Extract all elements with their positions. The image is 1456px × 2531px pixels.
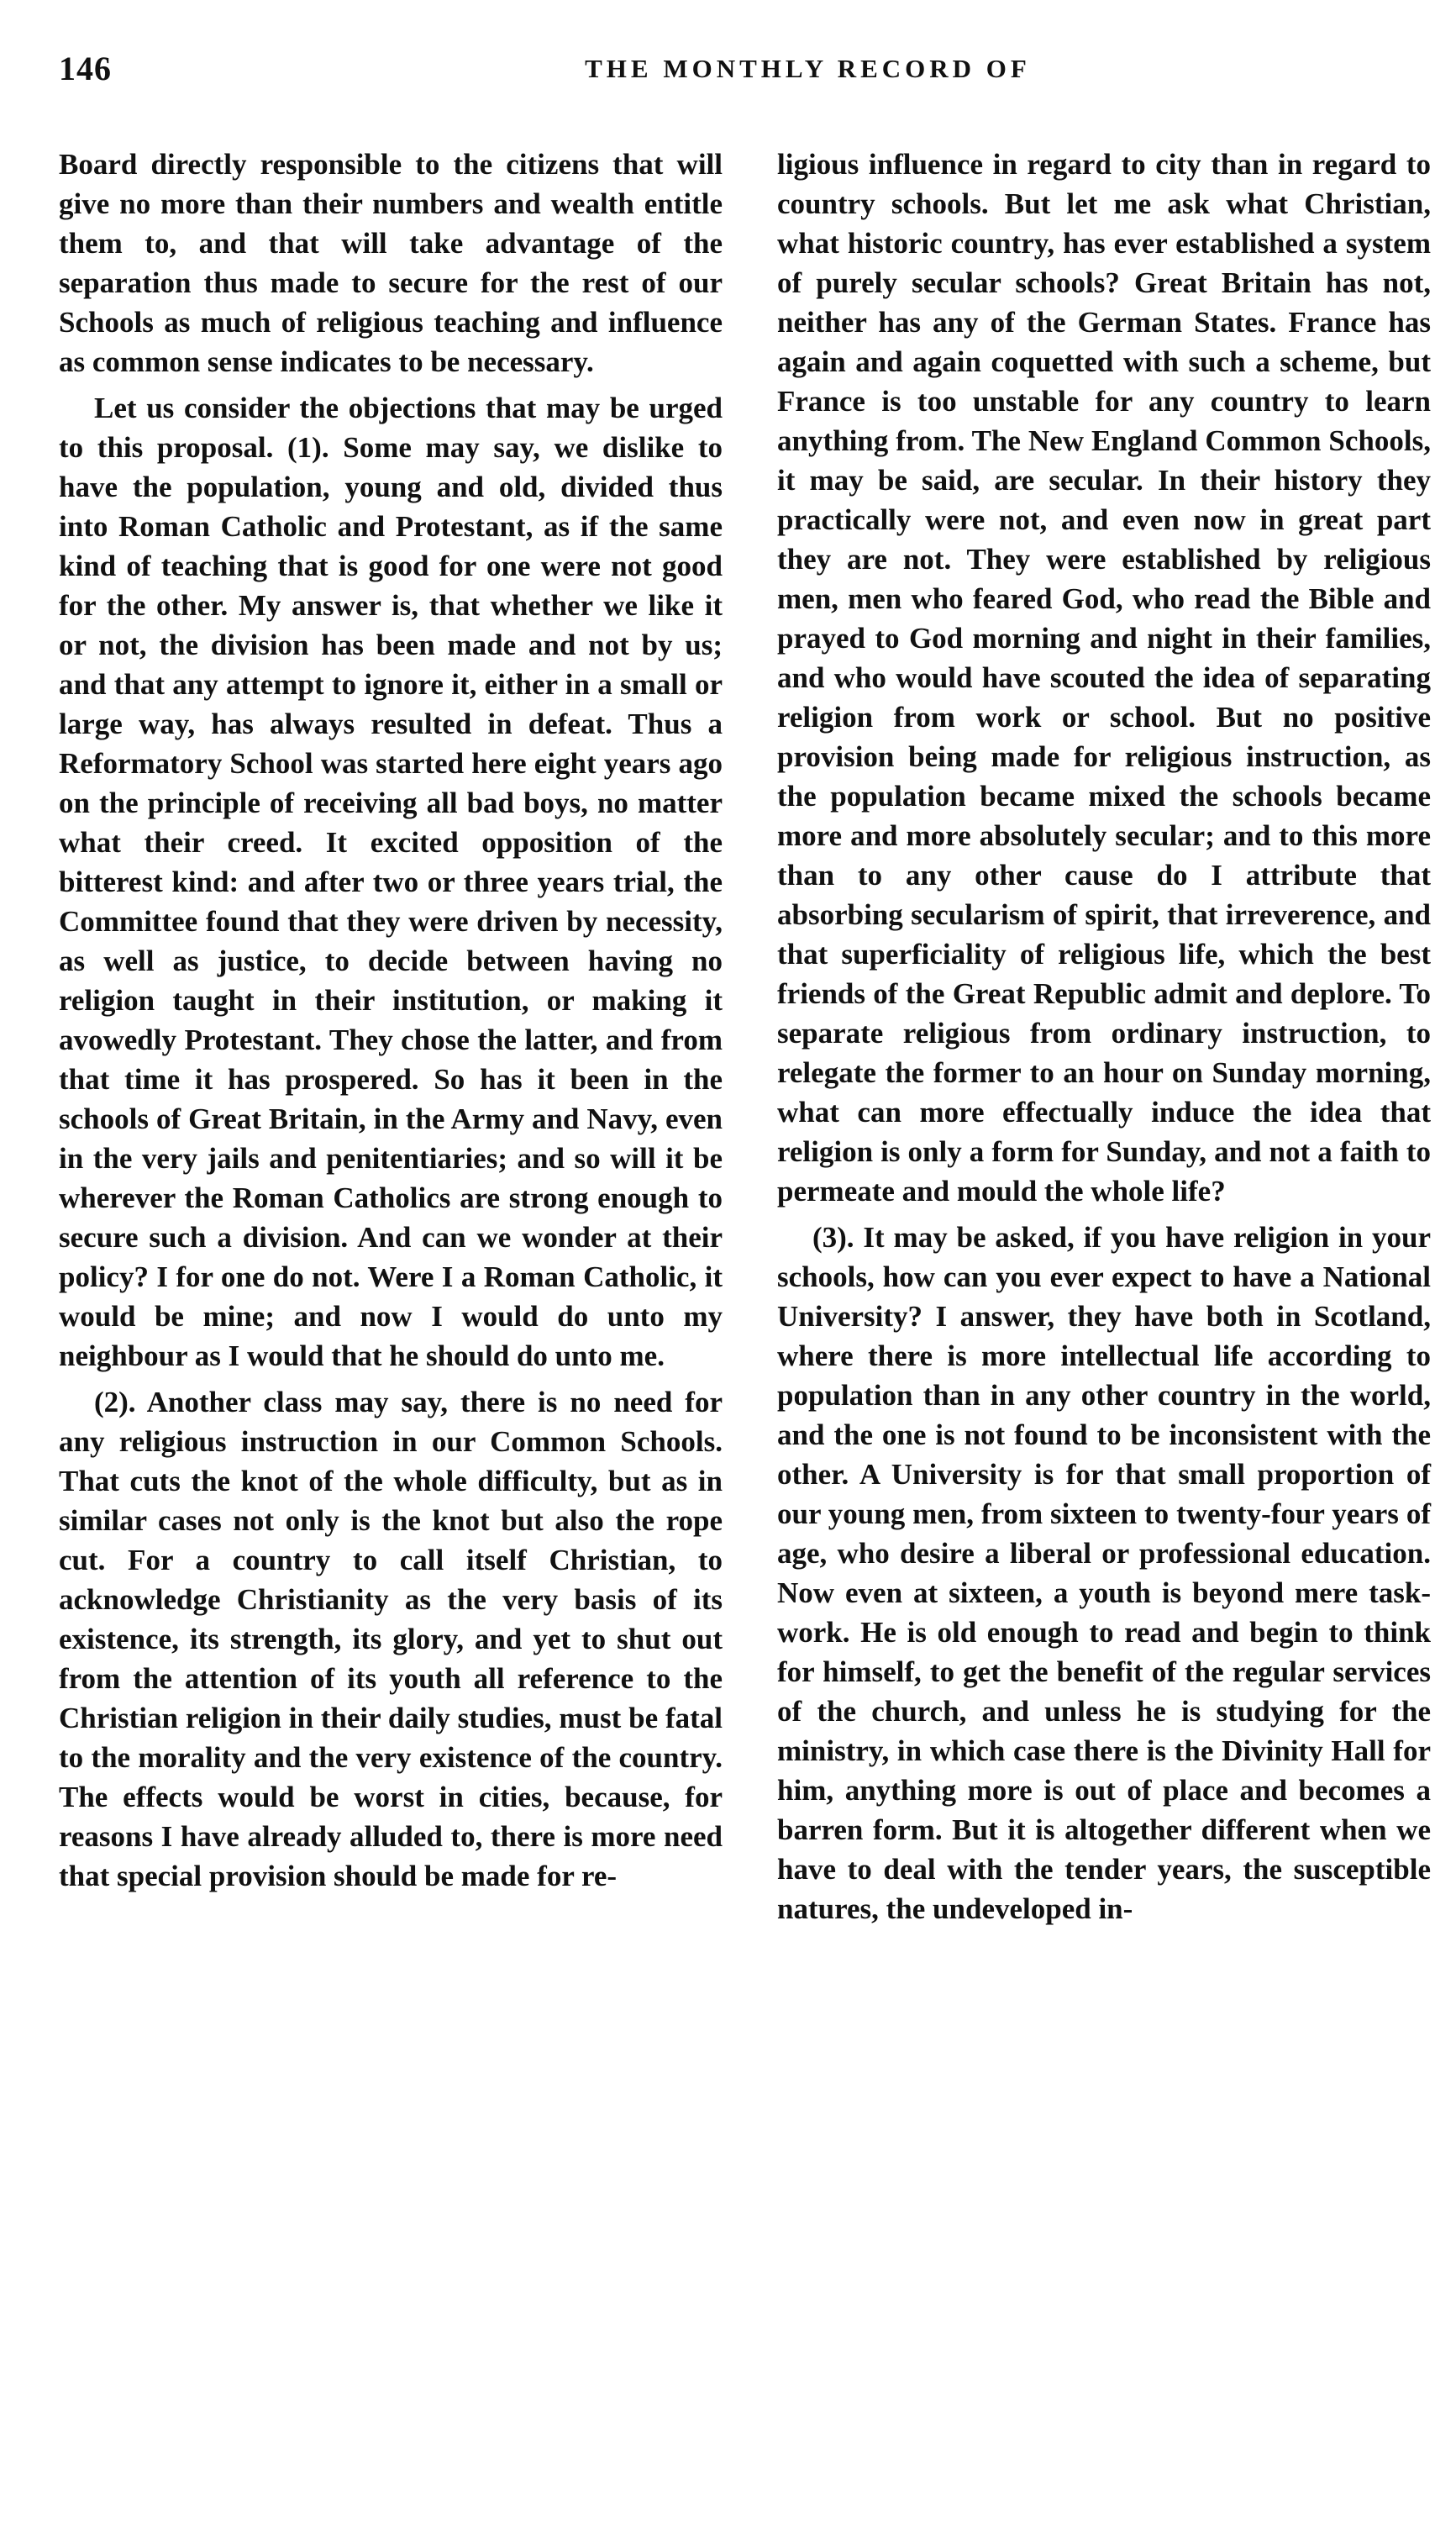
left-paragraph-2: Let us consider the objections that may be urged to this proposal. (1). Some may say, we dislike to have the population, young and old, divided thus into Roman Catholic and Protestant, as if the same kind of teaching that is good for one were not good for the other. My answer is, that whether we like it or not, the division has been made and not by us; and that any attempt to ignore it, either in a small or large way, has always resulted in defeat. Thus a Reformatory School was started here eight years ago on the principle of receiving all bad boys, no matter what their creed. It excited opposition of the bitterest kind: and after two or three years trial, the Committee found that they were driven by necessity, as well as justice, to decide between having no religion taught in their institution, or making it avowedly Protestant. They chose the latter, and from that time it has prospered. So has it been in the schools of Great Britain, in the Army and Navy, even in the very jails and penitentiaries; and so will it be wherever the Roman Catholics are strong enough to secure such a division. And can we wonder at their policy? I for one do not. Were I a Roman Catholic, it would be mine; and now I would do unto my neighbour as I would that he should do unto me. [59,392,723,1372]
page-number: 146 [59,50,112,87]
left-paragraph-3: (2). Another class may say, there is no need for any religious instruction in our Common Schools. That cuts the knot of the whole difficulty, but as in similar cases not only is the knot but also the rope cut. For a country to call itself Christian, to acknowledge Christianity as the very basis of its existence, its strength, its glory, and yet to shut out from the attention of its youth all reference to the Christian religion in their daily studies, must be fatal to the morality and the very existence of the country. The effects would be worst in cities, because, for reasons I have already alluded to, there is more need that special provision should be made for re- [59,1386,723,1892]
right-paragraph-1: ligious influence in regard to city than in regard to country schools. But let me ask what Christian, what historic country, has ever established a system of purely secular schools? Great Britain has not, neither has any of the German States. France has again and again coquetted with such a scheme, but France is too unstable for any country to learn anything from. The New England Common Schools, it may be said, are secular. In their history they practically were not, and even now in great part they are not. They were established by religious men, men who feared God, who read the Bible and prayed to God morning and night in their families, and who would have scouted the idea of separating religion from work or school. But no positive provision being made for religious instruction, as the population became mixed the schools became more and more absolutely secular; and to this more than to any other cause do I attribute that absorbing secularism of spirit, that irreverence, and that superficiality of religious life, which the best friends of the Great Republic admit and deplore. To separate religious from ordinary instruction, to relegate the former to an hour on Sunday morning, what can more effectually induce the idea that religion is only a form for Sunday, and not a faith to permeate and mould the whole life? [777,148,1431,1208]
right-text-column [777,145,1431,1929]
left-text-column [59,145,723,1896]
page-header [59,49,1422,99]
left-paragraph-1: Board directly responsible to the citizens that will give no more than their numbers and wealth entitle them to, and that will take advantage of the separation thus made to secure for the rest of our Schools as much of religious teaching and influence as common sense indicates to be necessary. [59,148,723,378]
right-paragraph-2: (3). It may be asked, if you have religion in your schools, how can you ever expect to have a National University? I answer, they have both in Scotland, where there is more intellectual life according to population than in any other country in the world, and the one is not found to be inconsistent with the other. A University is for that small proportion of our young men, from sixteen to twenty-four years of age, who desire a liberal or professional education. Now even at sixteen, a youth is beyond mere task-work. He is old enough to read and begin to think for himself, to get the benefit of the regular services of the church, and unless he is studying for the ministry, in which case there is the Divinity Hall for him, anything more is out of place and becomes a barren form. But it is altogether different when we have to deal with the tender years, the susceptible natures, the undeveloped in- [777,1221,1431,1925]
running-head: THE MONTHLY RECORD OF [585,54,1031,83]
